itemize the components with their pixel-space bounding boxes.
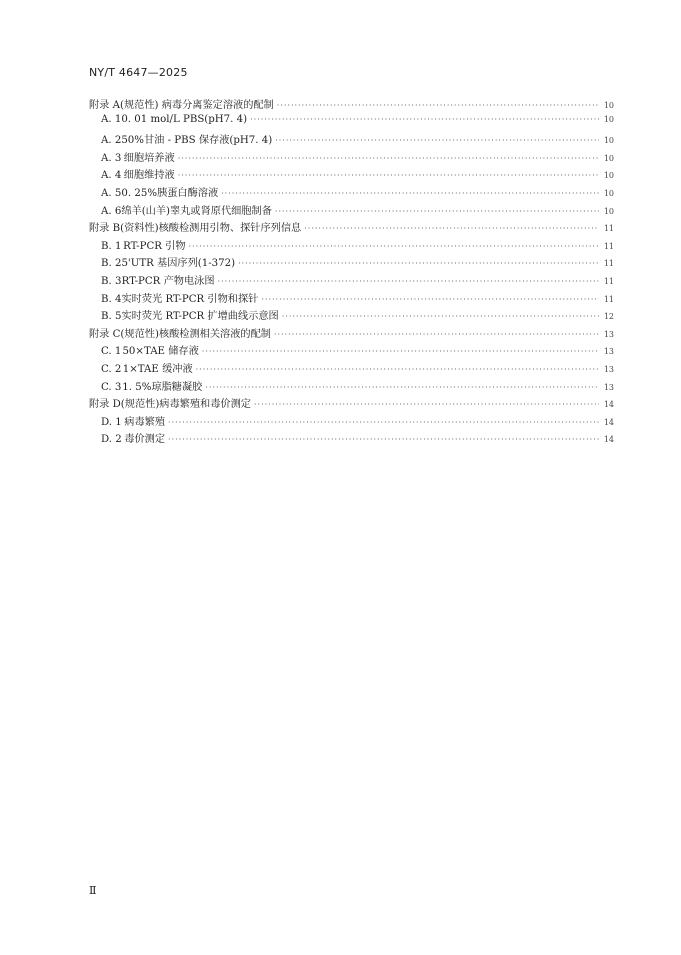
toc-appendix-entry[interactable] bbox=[89, 325, 614, 343]
toc-entry-page: 10 bbox=[603, 171, 614, 181]
toc-section-entry[interactable] bbox=[89, 149, 614, 167]
page-number: Ⅱ bbox=[89, 884, 97, 897]
toc-entry-number: B. 2 bbox=[101, 258, 122, 270]
toc-entry-page: 13 bbox=[603, 347, 614, 357]
toc-entry-number: D. 1 bbox=[101, 416, 122, 428]
toc-entry-page: 11 bbox=[603, 259, 614, 269]
toc-section-entry[interactable] bbox=[89, 413, 614, 431]
toc-section-entry[interactable] bbox=[89, 378, 614, 396]
toc-section-entry[interactable] bbox=[89, 202, 614, 220]
toc-entry-title: 绵羊(山羊)睾丸或肾原代细胞制备 bbox=[121, 205, 272, 217]
toc-entry-number: C. 3 bbox=[101, 381, 122, 393]
toc-dot-leader bbox=[218, 277, 599, 286]
toc-entry-page: 10 bbox=[603, 114, 614, 124]
toc-dot-leader bbox=[275, 207, 599, 216]
toc-dot-leader bbox=[221, 189, 599, 198]
toc-section-entry[interactable] bbox=[89, 272, 614, 290]
toc-entry-number: C. 1 bbox=[101, 346, 122, 358]
toc-entry-title: 50×TAE 储存液 bbox=[122, 346, 199, 358]
toc-dot-leader bbox=[178, 154, 599, 163]
toc-entry-title: 1×TAE 缓冲液 bbox=[122, 363, 193, 375]
toc-dot-leader bbox=[261, 295, 599, 304]
table-of-contents bbox=[89, 96, 614, 448]
toc-dot-leader bbox=[168, 418, 599, 427]
toc-dot-leader bbox=[250, 115, 599, 124]
toc-entry-page: 10 bbox=[603, 153, 614, 163]
toc-entry-page: 10 bbox=[603, 206, 614, 216]
toc-dot-leader bbox=[238, 259, 599, 268]
toc-entry-number: A. 3 bbox=[101, 152, 122, 164]
toc-entry-title: 细胞维持液 bbox=[123, 170, 175, 182]
toc-entry-number: D. 2 bbox=[101, 434, 122, 446]
toc-entry-page: 11 bbox=[603, 276, 614, 286]
toc-dot-leader bbox=[189, 242, 599, 251]
toc-entry-number: B. 5 bbox=[101, 311, 122, 323]
toc-entry-page: 14 bbox=[603, 400, 614, 410]
toc-entry-number: C. 2 bbox=[101, 363, 122, 375]
toc-section-entry[interactable] bbox=[89, 360, 614, 378]
document-code: NY/T 4647—2025 bbox=[89, 66, 188, 79]
toc-entry-title: RT-PCR 产物电泳图 bbox=[121, 275, 215, 287]
toc-section-entry[interactable] bbox=[89, 290, 614, 308]
toc-section-entry[interactable] bbox=[89, 342, 614, 360]
toc-dot-leader bbox=[274, 330, 599, 339]
toc-dot-leader bbox=[282, 312, 599, 321]
toc-entry-page: 10 bbox=[603, 136, 614, 146]
toc-entry-page: 14 bbox=[603, 435, 614, 445]
toc-entry-title: 实时荧光 RT-PCR 引物和探针 bbox=[121, 293, 259, 305]
toc-entry-page: 11 bbox=[603, 294, 614, 304]
toc-entry-page: 11 bbox=[603, 241, 614, 251]
toc-entry-title: 附录 C(规范性)核酸检测相关溶液的配制 bbox=[89, 328, 271, 340]
toc-section-entry[interactable] bbox=[89, 166, 614, 184]
toc-entry-page: 13 bbox=[603, 329, 614, 339]
toc-entry-page: 13 bbox=[603, 364, 614, 374]
toc-dot-leader bbox=[277, 101, 599, 110]
toc-entry-number: A. 6 bbox=[101, 205, 122, 217]
toc-dot-leader bbox=[196, 365, 599, 374]
toc-entry-number: A. 5 bbox=[101, 187, 122, 199]
toc-appendix-entry[interactable] bbox=[89, 395, 614, 413]
toc-entry-title: 5'UTR 基因序列(1-372) bbox=[121, 258, 236, 270]
toc-section-entry[interactable] bbox=[89, 430, 614, 448]
toc-entry-title: 50%甘油 - PBS 保存液(pH7. 4) bbox=[121, 135, 273, 147]
toc-entry-title: 0. 01 mol/L PBS(pH7. 4) bbox=[121, 113, 248, 125]
toc-entry-title: RT-PCR 引物 bbox=[123, 240, 186, 252]
toc-section-entry[interactable] bbox=[89, 307, 614, 325]
toc-entry-title: 细胞培养液 bbox=[123, 152, 175, 164]
toc-entry-title: 附录 A(规范性) 病毒分离鉴定溶液的配制 bbox=[89, 100, 274, 111]
toc-entry-title: 毒价测定 bbox=[124, 434, 166, 446]
toc-entry-number: B. 3 bbox=[101, 275, 122, 287]
toc-entry-number: B. 1 bbox=[101, 240, 122, 252]
toc-entry-page: 10 bbox=[603, 188, 614, 198]
toc-dot-leader bbox=[205, 383, 599, 392]
toc-dot-leader bbox=[254, 400, 599, 409]
toc-entry-page: 12 bbox=[603, 312, 614, 322]
toc-dot-leader bbox=[178, 171, 599, 180]
toc-entry-number: B. 4 bbox=[101, 293, 122, 305]
toc-entry-page: 14 bbox=[603, 417, 614, 427]
toc-entry-title: 附录 D(规范性)病毒繁殖和毒价测定 bbox=[89, 399, 251, 411]
toc-entry-number: A. 2 bbox=[101, 135, 122, 147]
toc-entry-title: 1. 5%琼脂糖凝胶 bbox=[122, 381, 203, 393]
toc-appendix-entry[interactable] bbox=[89, 96, 614, 114]
toc-entry-title: 实时荧光 RT-PCR 扩增曲线示意图 bbox=[121, 311, 279, 323]
toc-entry-page: 11 bbox=[603, 224, 614, 234]
toc-entry-number: A. 1 bbox=[101, 113, 122, 125]
toc-appendix-entry[interactable] bbox=[89, 219, 614, 237]
toc-section-entry[interactable] bbox=[89, 114, 614, 132]
toc-entry-number: A. 4 bbox=[101, 170, 122, 182]
toc-section-entry[interactable] bbox=[89, 131, 614, 149]
toc-dot-leader bbox=[275, 136, 599, 145]
toc-section-entry[interactable] bbox=[89, 237, 614, 255]
toc-entry-title: 附录 B(资料性)核酸检测用引物、探针序列信息 bbox=[89, 223, 302, 235]
toc-dot-leader bbox=[202, 347, 599, 356]
toc-dot-leader bbox=[168, 435, 599, 444]
toc-entry-title: 病毒繁殖 bbox=[124, 416, 166, 428]
toc-dot-leader bbox=[304, 224, 599, 233]
toc-section-entry[interactable] bbox=[89, 184, 614, 202]
toc-entry-title: 0. 25%胰蛋白酶溶液 bbox=[121, 187, 219, 199]
toc-entry-page: 10 bbox=[603, 101, 614, 110]
toc-entry-page: 13 bbox=[603, 382, 614, 392]
toc-section-entry[interactable] bbox=[89, 254, 614, 272]
